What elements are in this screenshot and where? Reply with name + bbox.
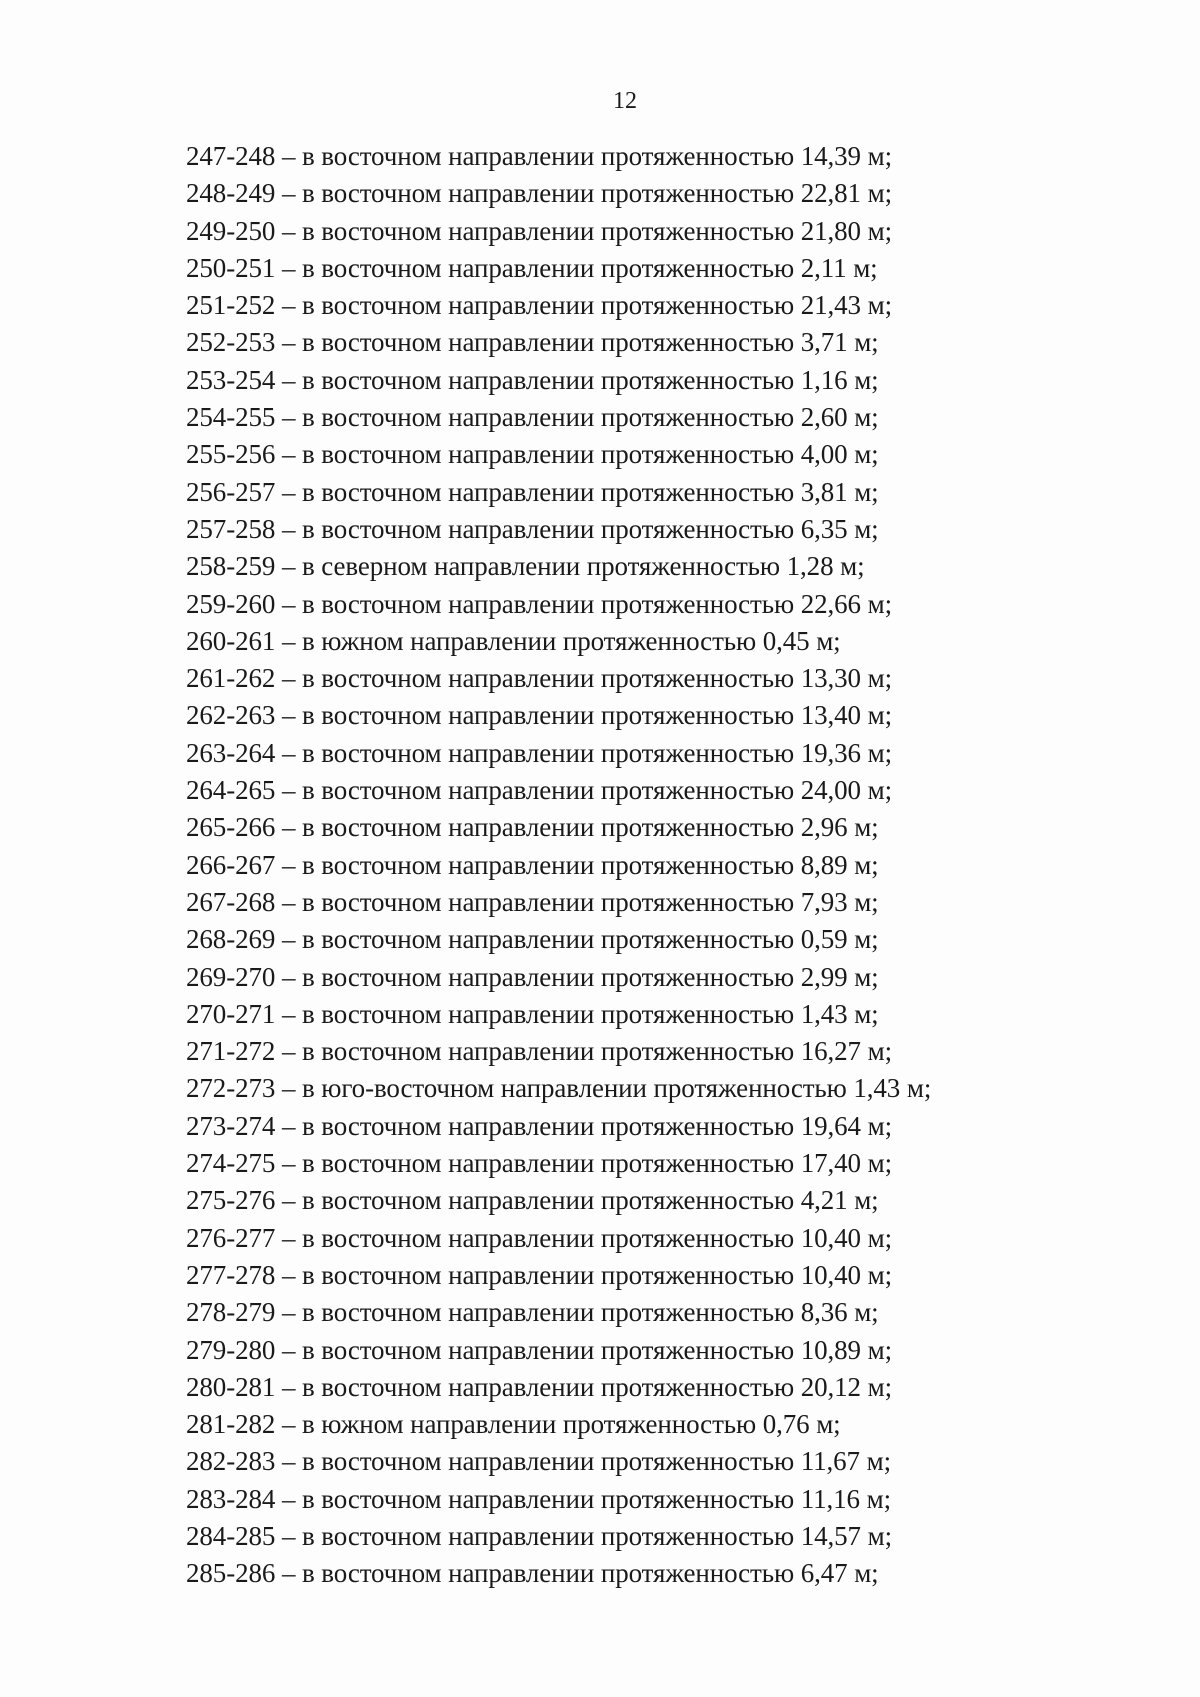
boundary-segment-line: 261-262 – в восточном направлении протяженностью 13,30 м; [186,663,892,694]
boundary-segment-line: 248-249 – в восточном направлении протяженностью 22,81 м; [186,178,892,209]
boundary-segment-line: 267-268 – в восточном направлении протяженностью 7,93 м; [186,886,879,917]
boundary-segment-line: 257-258 – в восточном направлении протяженностью 6,35 м; [186,513,879,544]
boundary-segment-line: 281-282 – в южном направлении протяженностью 0,76 м; [186,1409,841,1440]
boundary-segment-line: 272-273 – в юго-восточном направлении протяженностью 1,43 м; [186,1073,932,1104]
boundary-segment-line: 285-286 – в восточном направлении протяженностью 6,47 м; [186,1558,879,1589]
boundary-segment-line: 266-267 – в восточном направлении протяженностью 8,89 м; [186,849,879,880]
boundary-segment-line: 254-255 – в восточном направлении протяженностью 2,60 м; [186,402,879,433]
boundary-segment-line: 252-253 – в восточном направлении протяженностью 3,71 м; [186,327,879,358]
boundary-segment-line: 268-269 – в восточном направлении протяженностью 0,59 м; [186,924,879,955]
boundary-segment-line: 255-256 – в восточном направлении протяженностью 4,00 м; [186,439,879,470]
boundary-segment-line: 256-257 – в восточном направлении протяженностью 3,81 м; [186,476,879,507]
boundary-segment-line: 283-284 – в восточном направлении протяженностью 11,16 м; [186,1483,891,1514]
boundary-segment-line: 265-266 – в восточном направлении протяженностью 2,96 м; [186,812,879,843]
boundary-segment-line: 258-259 – в северном направлении протяженностью 1,28 м; [186,551,865,582]
boundary-segment-line: 271-272 – в восточном направлении протяженностью 16,27 м; [186,1036,892,1067]
boundary-segment-line: 259-260 – в восточном направлении протяженностью 22,66 м; [186,588,892,619]
boundary-segment-line: 280-281 – в восточном направлении протяженностью 20,12 м; [186,1371,892,1402]
boundary-segment-line: 284-285 – в восточном направлении протяженностью 14,57 м; [186,1520,892,1551]
boundary-segment-line: 263-264 – в восточном направлении протяженностью 19,36 м; [186,737,892,768]
boundary-segment-line: 275-276 – в восточном направлении протяженностью 4,21 м; [186,1185,879,1216]
boundary-segment-line: 278-279 – в восточном направлении протяженностью 8,36 м; [186,1297,879,1328]
boundary-segment-line: 279-280 – в восточном направлении протяженностью 10,89 м; [186,1334,892,1365]
boundary-segment-line: 276-277 – в восточном направлении протяженностью 10,40 м; [186,1222,892,1253]
boundary-segment-line: 270-271 – в восточном направлении протяженностью 1,43 м; [186,998,879,1029]
boundary-segment-line: 251-252 – в восточном направлении протяженностью 21,43 м; [186,290,892,321]
boundary-segment-line: 274-275 – в восточном направлении протяженностью 17,40 м; [186,1148,892,1179]
boundary-segment-line: 269-270 – в восточном направлении протяженностью 2,99 м; [186,961,879,992]
page-number: 12 [613,88,637,114]
boundary-segment-line: 247-248 – в восточном направлении протяженностью 14,39 м; [186,141,892,171]
boundary-segment-line: 282-283 – в восточном направлении протяженностью 11,67 м; [186,1446,891,1477]
boundary-segment-line: 260-261 – в южном направлении протяженностью 0,45 м; [186,625,841,656]
boundary-segment-line: 273-274 – в восточном направлении протяженностью 19,64 м; [186,1110,892,1141]
boundary-segment-line: 277-278 – в восточном направлении протяженностью 10,40 м; [186,1259,892,1290]
boundary-segment-list [186,138,931,1593]
boundary-segment-line: 253-254 – в восточном направлении протяженностью 1,16 м; [186,364,879,395]
boundary-segment-line: 250-251 – в восточном направлении протяженностью 2,11 м; [186,252,878,283]
boundary-segment-line: 264-265 – в восточном направлении протяженностью 24,00 м; [186,775,892,806]
boundary-segment-line: 262-263 – в восточном направлении протяженностью 13,40 м; [186,700,892,731]
boundary-segment-line: 249-250 – в восточном направлении протяженностью 21,80 м; [186,215,892,246]
